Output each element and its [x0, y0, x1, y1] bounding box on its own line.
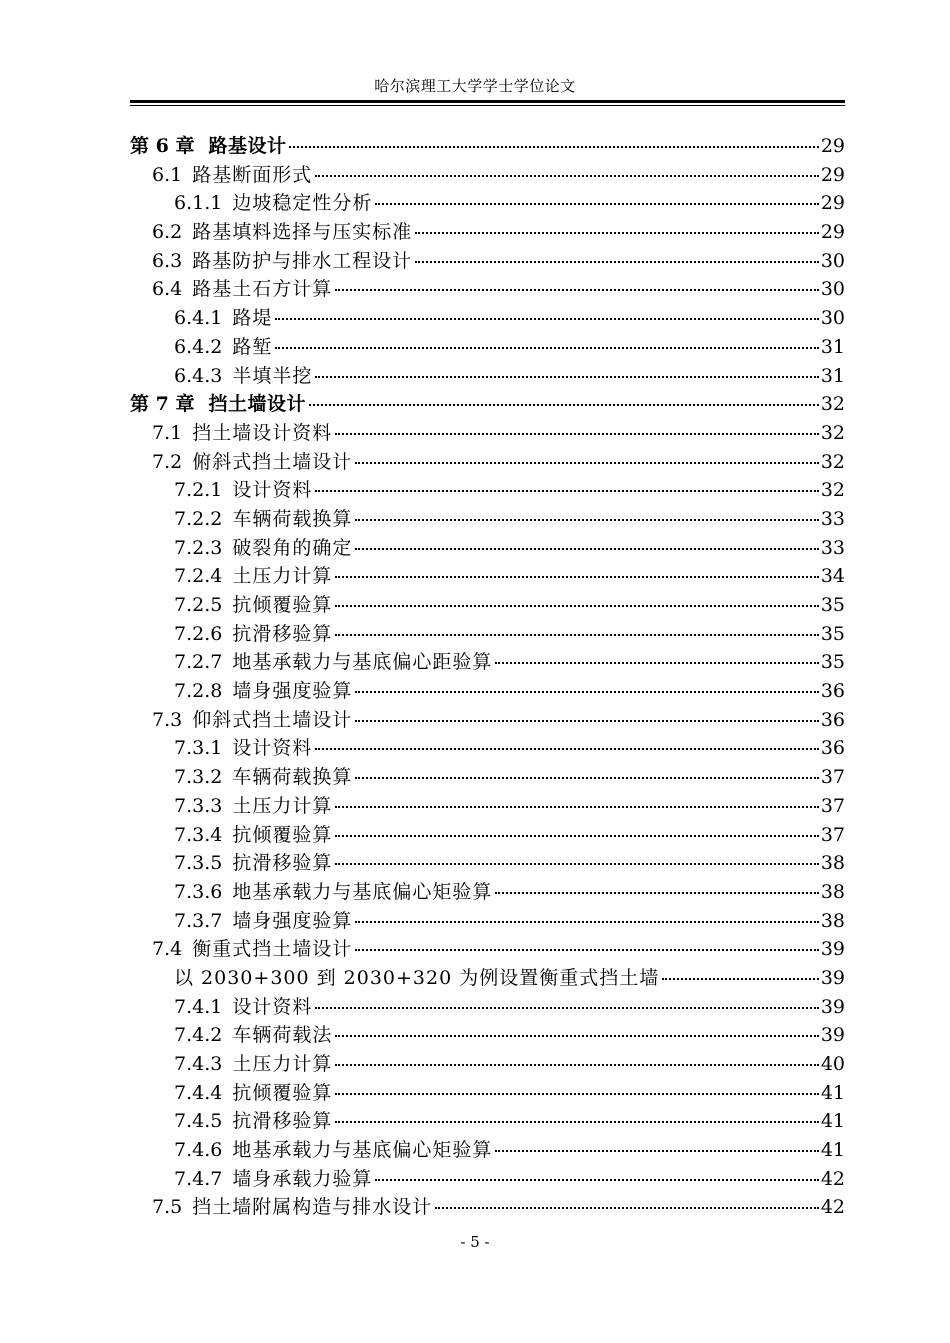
toc-entry-number: 7.2.5 — [174, 594, 223, 616]
toc-entry-title: 破裂角的确定 — [232, 536, 353, 559]
toc-entry-title: 墙身强度验算 — [232, 909, 353, 932]
toc-entry-number: 6.4.1 — [174, 307, 223, 330]
toc-entry-page: 33 — [820, 536, 845, 559]
toc-dot-leader — [495, 662, 818, 664]
toc-dot-leader — [435, 1207, 819, 1209]
toc-entry-title: 路堑 — [232, 335, 273, 358]
toc-dot-leader — [355, 519, 818, 521]
running-header: 哈尔滨理工大学学士学位论文 — [374, 77, 576, 95]
toc-dot-leader — [355, 691, 818, 693]
toc-dot-leader — [375, 1179, 818, 1181]
toc-entry-number: 6.4.3 — [174, 364, 223, 387]
toc-entry-title: 抗倾覆验算 — [232, 1081, 333, 1104]
toc-entry-title: 设计资料 — [232, 479, 313, 502]
toc-entry-title: 设计资料 — [232, 995, 313, 1018]
toc-entry-number: 7.2 — [152, 450, 183, 473]
toc-entry-page: 35 — [820, 594, 845, 616]
toc-entry-number: 6.4.2 — [174, 335, 223, 358]
toc-entry-page: 32 — [820, 450, 845, 473]
toc-dot-leader — [335, 289, 819, 291]
toc-entry-page: 31 — [820, 364, 845, 387]
toc-entry-title: 挡土墙设计 — [208, 393, 306, 416]
toc-entry[interactable] — [130, 821, 845, 850]
toc-dot-leader — [315, 1007, 818, 1009]
toc-entry-number: 7.3.7 — [174, 909, 223, 932]
toc-entry[interactable] — [130, 907, 845, 936]
toc-entry-page: 39 — [820, 938, 845, 961]
toc-entry-number: 6.1 — [152, 163, 183, 186]
toc-entry-page: 38 — [820, 909, 845, 932]
toc-dot-leader — [315, 175, 819, 177]
toc-entry[interactable] — [130, 275, 845, 304]
toc-entry-title: 墙身承载力验算 — [232, 1167, 373, 1190]
toc-entry-number: 7.4.4 — [174, 1081, 223, 1104]
toc-entry-number: 7.2.2 — [174, 507, 223, 530]
toc-entry-number: 7.2.3 — [174, 536, 223, 559]
toc-entry-page: 40 — [820, 1053, 845, 1075]
toc-entry-number: 7.2.8 — [174, 680, 223, 703]
toc-entry-page: 33 — [820, 507, 845, 530]
toc-entry[interactable] — [130, 534, 845, 563]
toc-entry-title: 挡土墙附属构造与排水设计 — [192, 1196, 433, 1219]
toc-entry[interactable] — [130, 1079, 845, 1108]
toc-entry-number: 7.3.2 — [174, 766, 223, 789]
toc-entry-page: 35 — [820, 651, 845, 674]
toc-dot-leader — [335, 1093, 818, 1095]
toc-entry-page: 39 — [820, 966, 845, 989]
toc-entry-number: 第 6 章 — [130, 135, 195, 157]
toc-entry[interactable] — [130, 878, 845, 907]
toc-entry-number: 7.3.4 — [174, 823, 223, 846]
toc-entry-page: 37 — [820, 794, 845, 817]
toc-dot-leader — [415, 232, 819, 234]
toc-entry-title: 土压力计算 — [232, 1053, 333, 1075]
header-rule-thin — [130, 105, 845, 106]
toc-dot-leader — [315, 376, 818, 378]
toc-entry[interactable] — [130, 1136, 845, 1165]
toc-entry-page: 41 — [820, 1081, 845, 1104]
toc-entry-number: 7.2.6 — [174, 622, 223, 645]
toc-entry-number: 第 7 章 — [130, 393, 195, 416]
toc-entry-page: 29 — [820, 192, 845, 215]
toc-dot-leader — [335, 1035, 818, 1037]
toc-entry-title: 车辆荷载法 — [232, 1024, 333, 1047]
toc-entry-page: 29 — [820, 163, 845, 186]
toc-entry-title: 抗倾覆验算 — [232, 823, 333, 846]
toc-entry[interactable] — [130, 476, 845, 505]
toc-entry-title: 车辆荷载换算 — [232, 507, 353, 530]
toc-entry-number: 7.4 — [152, 938, 183, 961]
toc-dot-leader — [375, 203, 818, 205]
toc-entry-page: 34 — [820, 565, 845, 588]
toc-entry-title: 抗滑移验算 — [232, 852, 333, 875]
toc-dot-leader — [335, 1064, 818, 1066]
toc-entry[interactable] — [130, 993, 845, 1022]
toc-entry-title: 土压力计算 — [232, 794, 333, 817]
toc-entry-number: 6.4 — [152, 278, 183, 301]
toc-dot-leader — [335, 806, 818, 808]
toc-dot-leader — [275, 347, 818, 349]
toc-entry-page: 36 — [820, 680, 845, 703]
toc-dot-leader — [355, 720, 819, 722]
toc-entry[interactable] — [130, 362, 845, 391]
page-number: - 5 - — [460, 1233, 490, 1251]
toc-entry-number: 7.3.6 — [174, 880, 223, 903]
toc-dot-leader — [309, 404, 819, 406]
toc-entry-number: 6.3 — [152, 249, 183, 272]
toc-entry-number: 7.4.6 — [174, 1139, 223, 1162]
toc-entry-number: 7.3 — [152, 708, 183, 731]
toc-entry[interactable] — [130, 792, 845, 821]
toc-entry-title: 路基土石方计算 — [192, 278, 333, 301]
toc-entry-title: 地基承载力与基底偏心距验算 — [232, 651, 493, 674]
toc-entry-number: 7.4.5 — [174, 1110, 223, 1133]
toc-entry-number: 7.2.1 — [174, 479, 223, 502]
toc-entry[interactable] — [130, 218, 845, 247]
toc-entry[interactable] — [130, 304, 845, 333]
toc-entry[interactable] — [130, 247, 845, 276]
toc-entry-number: 7.4.7 — [174, 1167, 223, 1190]
toc-entry-title: 地基承载力与基底偏心矩验算 — [232, 1139, 493, 1162]
toc-entry[interactable] — [130, 505, 845, 534]
toc-entry-page: 31 — [820, 335, 845, 358]
toc-dot-leader — [335, 835, 818, 837]
toc-dot-leader — [315, 748, 818, 750]
toc-entry-title: 墙身强度验算 — [232, 680, 353, 703]
toc-entry-number: 7.4.3 — [174, 1053, 223, 1075]
toc-entry-page: 30 — [820, 249, 845, 272]
toc-entry-title: 抗倾覆验算 — [232, 594, 333, 616]
toc-entry-title: 衡重式挡土墙设计 — [192, 938, 353, 961]
toc-dot-leader — [495, 892, 818, 894]
toc-entry-page: 37 — [820, 823, 845, 846]
toc-entry-number: 7.1 — [152, 421, 183, 444]
toc-dot-leader — [335, 634, 818, 636]
toc-entry[interactable] — [130, 706, 845, 735]
toc-entry[interactable] — [130, 333, 845, 362]
toc-entry-title: 俯斜式挡土墙设计 — [192, 450, 353, 473]
toc-entry-page: 29 — [820, 221, 845, 244]
toc-entry-number: 7.4.2 — [174, 1024, 223, 1047]
toc-entry[interactable] — [130, 448, 845, 477]
toc-entry[interactable] — [130, 1021, 845, 1050]
toc-dot-leader — [355, 921, 818, 923]
toc-entry-title: 半填半挖 — [232, 364, 313, 387]
toc-dot-leader — [335, 1121, 818, 1123]
toc-entry-number: 7.5 — [152, 1196, 183, 1219]
toc-entry-page: 36 — [820, 708, 845, 731]
toc-entry-title: 地基承载力与基底偏心矩验算 — [232, 880, 493, 903]
toc-entry-page: 32 — [820, 421, 845, 444]
toc-entry[interactable] — [130, 648, 845, 677]
toc-entry-page: 37 — [820, 766, 845, 789]
toc-entry-page: 38 — [820, 880, 845, 903]
toc-entry-number: 6.1.1 — [174, 192, 223, 215]
toc-entry-title: 抗滑移验算 — [232, 1110, 333, 1133]
toc-entry[interactable] — [130, 1165, 845, 1194]
toc-entry-page: 42 — [820, 1196, 845, 1219]
toc-chapter-entry[interactable] — [130, 132, 845, 161]
toc-entry[interactable] — [130, 935, 845, 964]
toc-dot-leader — [315, 490, 818, 492]
toc-entry[interactable] — [130, 620, 845, 649]
toc-dot-leader — [335, 863, 818, 865]
toc-dot-leader — [335, 576, 818, 578]
toc-entry[interactable] — [130, 1193, 845, 1222]
toc-entry-number: 7.3.3 — [174, 794, 223, 817]
toc-entry-title: 路堤 — [232, 307, 273, 330]
toc-dot-leader — [662, 978, 819, 980]
toc-entry-page: 42 — [820, 1167, 845, 1190]
toc-entry-page: 36 — [820, 737, 845, 760]
toc-entry[interactable] — [130, 763, 845, 792]
toc-entry-page: 41 — [820, 1139, 845, 1162]
toc-entry[interactable] — [130, 1050, 845, 1079]
toc-dot-leader — [495, 1150, 818, 1152]
toc-entry[interactable] — [130, 1107, 845, 1136]
toc-entry-title: 路基填料选择与压实标准 — [192, 221, 413, 244]
toc-entry-number: 7.3.1 — [174, 737, 223, 760]
toc-entry[interactable] — [130, 161, 845, 190]
toc-entry-number: 6.2 — [152, 221, 183, 244]
table-of-contents — [130, 132, 845, 1222]
toc-dot-leader — [355, 777, 818, 779]
toc-entry-title: 车辆荷载换算 — [232, 766, 353, 789]
toc-entry-page: 30 — [820, 278, 845, 301]
toc-entry[interactable] — [130, 849, 845, 878]
toc-entry[interactable] — [130, 189, 845, 218]
toc-entry-title: 仰斜式挡土墙设计 — [192, 708, 353, 731]
header-rule-thick — [130, 100, 845, 103]
toc-entry-page: 41 — [820, 1110, 845, 1133]
toc-entry[interactable] — [130, 734, 845, 763]
toc-entry-title: 土压力计算 — [232, 565, 333, 588]
toc-entry-title: 抗滑移验算 — [232, 622, 333, 645]
toc-entry-title: 设计资料 — [232, 737, 313, 760]
toc-dot-leader — [289, 146, 818, 148]
toc-entry[interactable] — [130, 591, 845, 620]
toc-entry-page: 29 — [820, 135, 845, 157]
toc-entry-page: 35 — [820, 622, 845, 645]
toc-dot-leader — [415, 261, 819, 263]
toc-entry[interactable] — [130, 677, 845, 706]
toc-entry-number: 7.2.4 — [174, 565, 223, 588]
toc-entry-page: 30 — [820, 307, 845, 330]
toc-entry-page: 38 — [820, 852, 845, 875]
toc-entry-number: 7.4.1 — [174, 995, 223, 1018]
toc-entry-title: 路基断面形式 — [192, 163, 313, 186]
toc-entry-page: 32 — [820, 393, 845, 416]
toc-chapter-entry[interactable] — [130, 390, 845, 419]
toc-entry-number: 7.2.7 — [174, 651, 223, 674]
toc-entry-title: 以 2030+300 到 2030+320 为例设置衡重式挡土墙 — [174, 966, 660, 989]
toc-dot-leader — [355, 548, 818, 550]
toc-entry-title: 路基防护与排水工程设计 — [192, 249, 413, 272]
toc-entry-page: 39 — [820, 1024, 845, 1047]
toc-entry[interactable] — [130, 562, 845, 591]
toc-entry-number: 7.3.5 — [174, 852, 223, 875]
toc-dot-leader — [335, 605, 818, 607]
toc-entry[interactable] — [130, 419, 845, 448]
toc-entry-page: 32 — [820, 479, 845, 502]
toc-dot-leader — [275, 318, 818, 320]
toc-entry-page: 39 — [820, 995, 845, 1018]
toc-dot-leader — [355, 462, 819, 464]
toc-entry-title: 挡土墙设计资料 — [192, 421, 333, 444]
toc-entry-title: 边坡稳定性分析 — [232, 192, 373, 215]
toc-dot-leader — [335, 433, 819, 435]
toc-entry-title: 路基设计 — [208, 135, 287, 157]
toc-entry[interactable] — [130, 964, 845, 993]
toc-dot-leader — [355, 949, 819, 951]
